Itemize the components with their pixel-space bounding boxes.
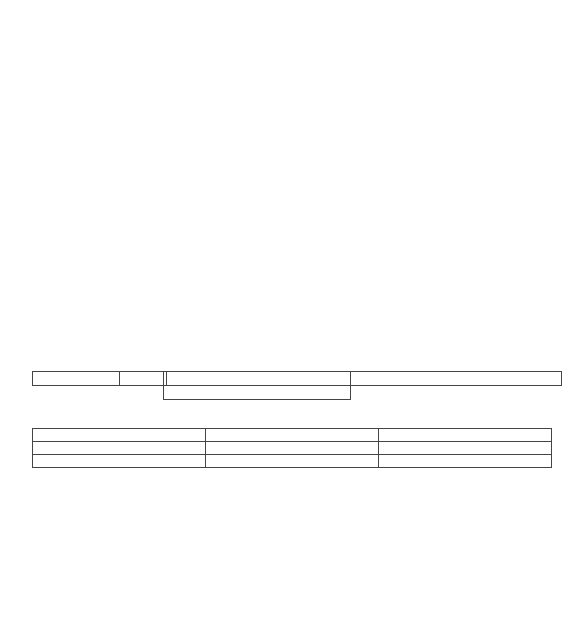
complexity-table bbox=[32, 371, 167, 386]
emotion-cell bbox=[33, 455, 206, 468]
feature-cell bbox=[164, 372, 351, 386]
feature-cell bbox=[164, 386, 351, 400]
features-table bbox=[163, 371, 562, 400]
emotion-cell bbox=[206, 442, 379, 455]
emotion-cell bbox=[379, 455, 552, 468]
emotion-cell bbox=[206, 455, 379, 468]
emotion-cell bbox=[33, 442, 206, 455]
feature-cell bbox=[351, 372, 562, 386]
emotion-cell bbox=[206, 429, 379, 442]
emotion-table bbox=[32, 428, 552, 468]
feature-cell-empty bbox=[351, 386, 562, 400]
complexity-value bbox=[120, 372, 167, 386]
emotion-cell bbox=[33, 429, 206, 442]
emotion-cell bbox=[379, 429, 552, 442]
emotion-cell bbox=[379, 442, 552, 455]
complexity-label bbox=[33, 372, 120, 386]
